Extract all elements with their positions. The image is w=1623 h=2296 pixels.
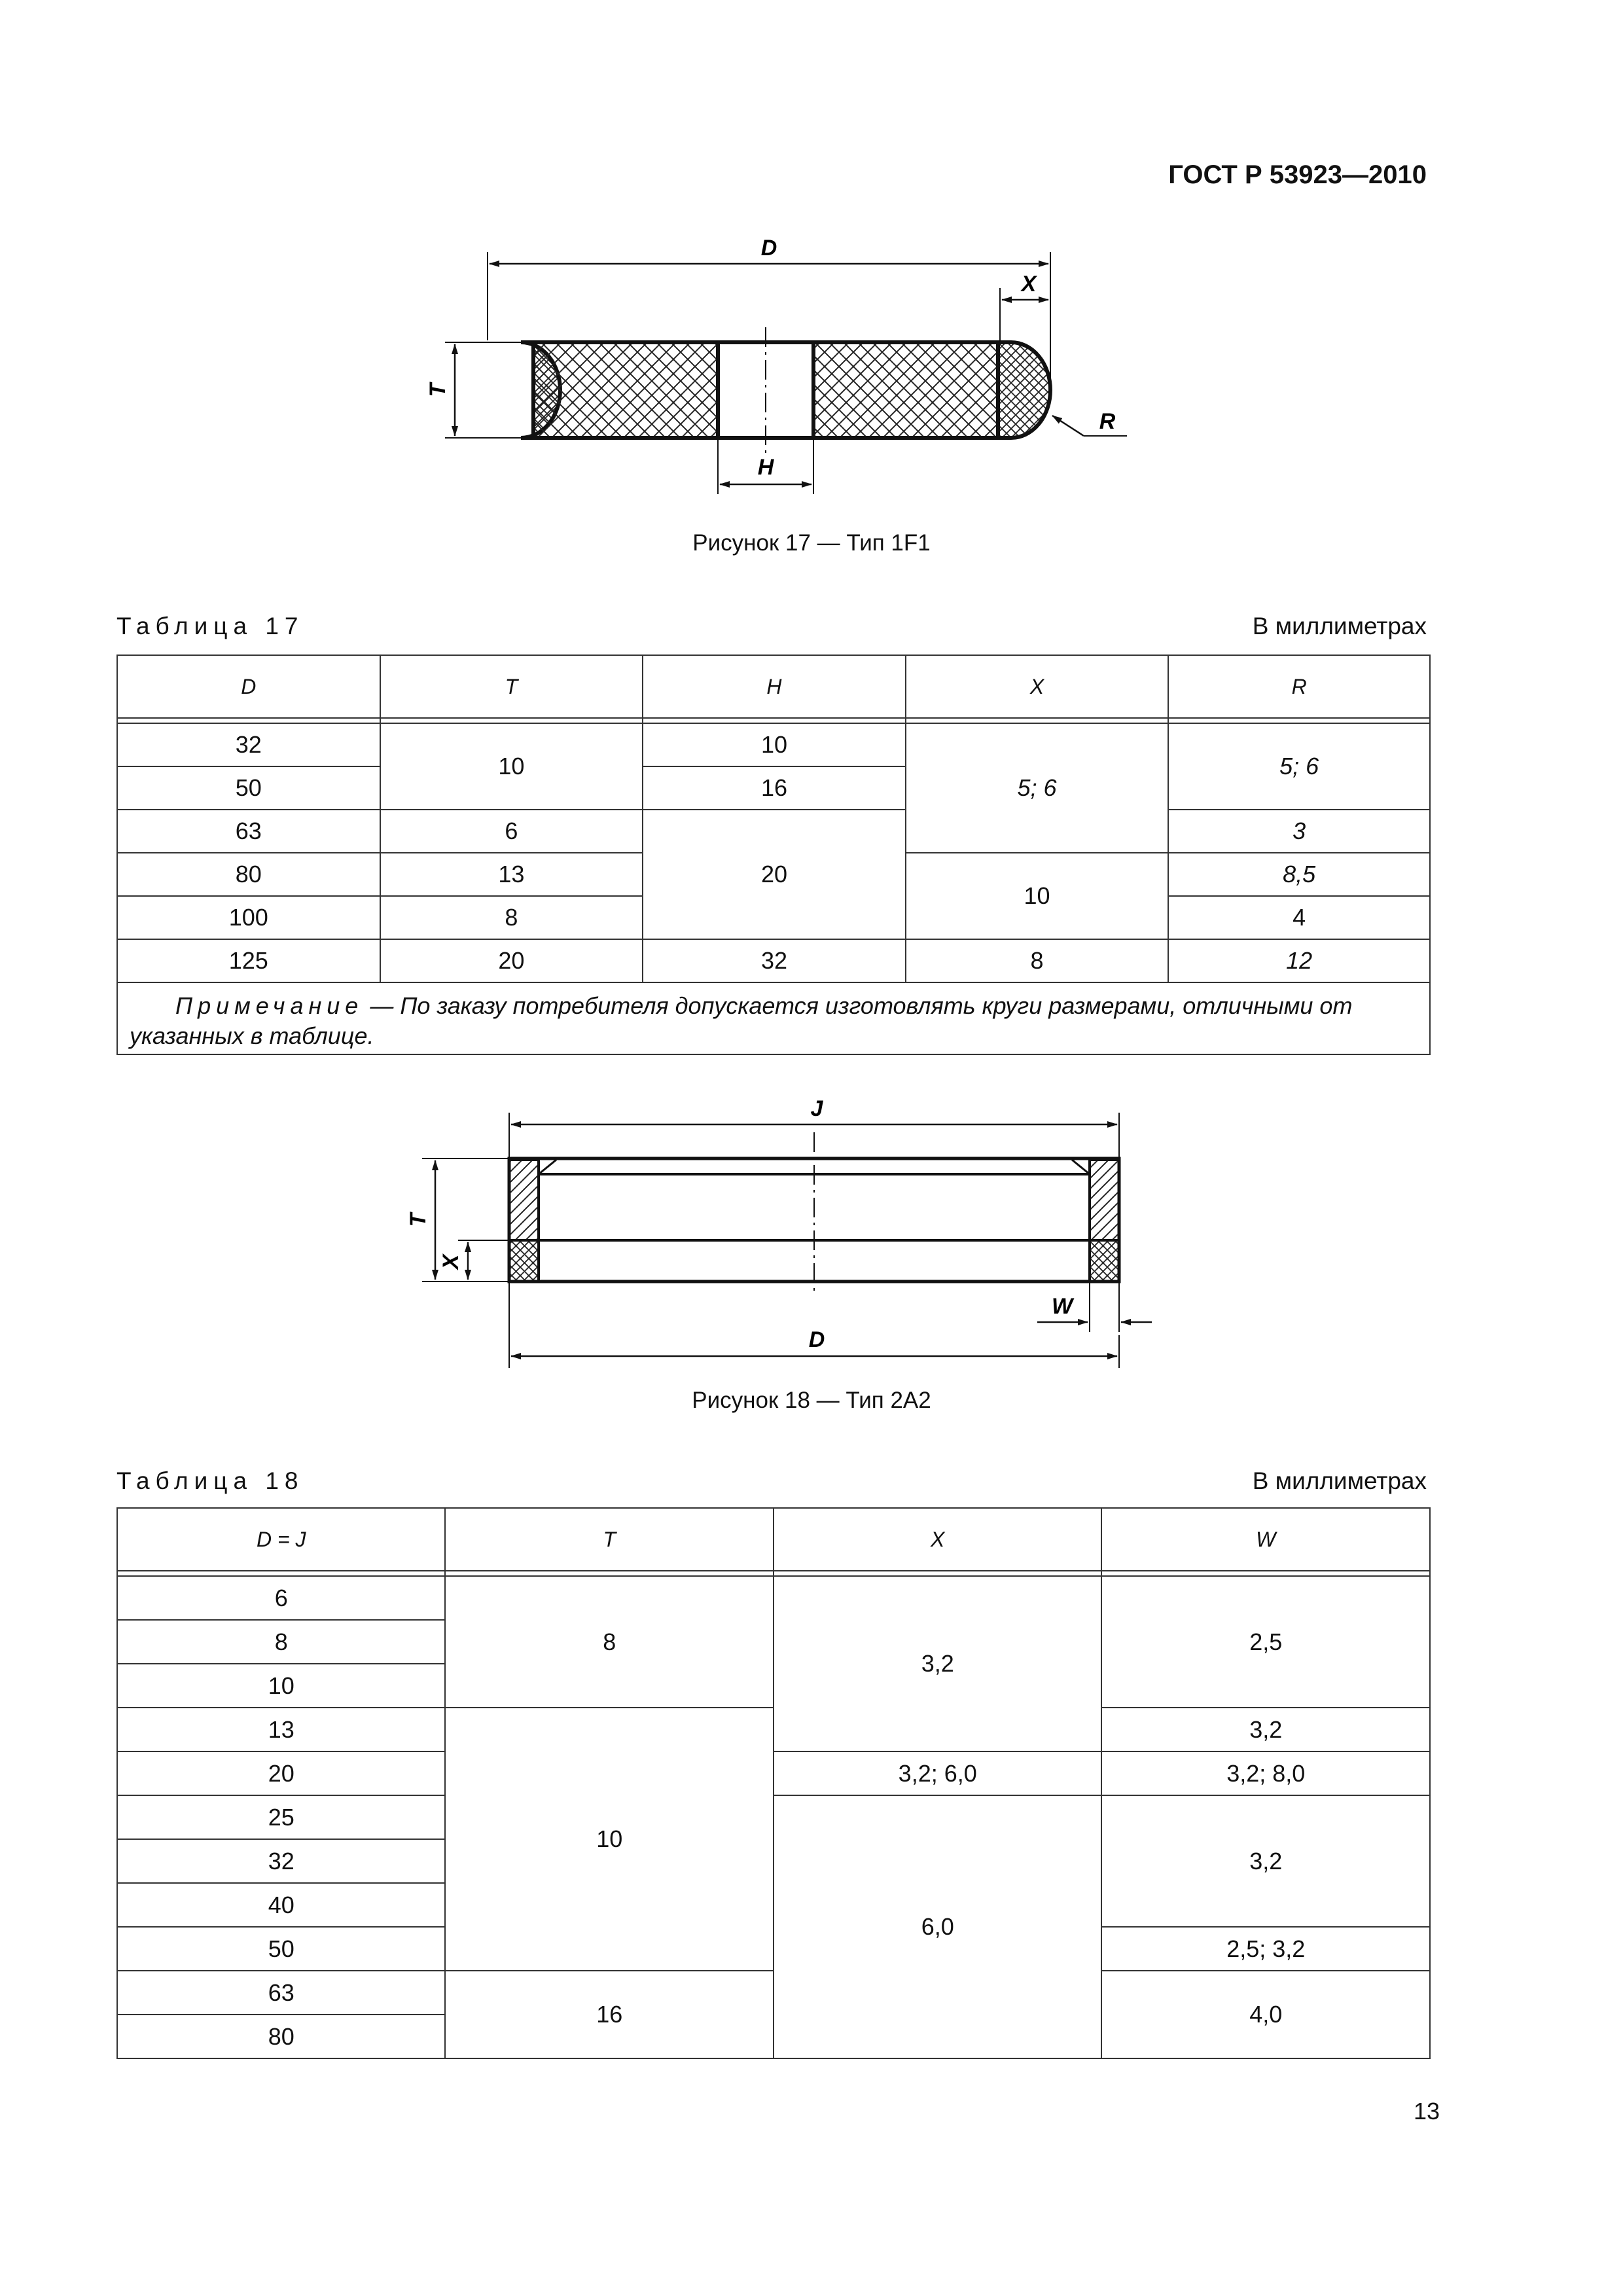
header-d: D	[117, 655, 380, 718]
table-17	[116, 655, 1431, 1055]
table-row: 32	[117, 1839, 1430, 1883]
header-h: H	[643, 655, 906, 718]
right-body-section	[813, 342, 998, 438]
header-r: R	[1168, 655, 1430, 718]
svg-text:D: D	[808, 1327, 825, 1352]
table-row: 63 16 4,0	[117, 1971, 1430, 2015]
note-text: — По заказу потребителя допускается изготовлять круги размерами, отличными от указанных в таблице.	[130, 992, 1353, 1049]
table-18	[116, 1507, 1431, 2059]
svg-text:R: R	[1099, 409, 1116, 434]
table-18-units: В миллиметрах	[1252, 1467, 1427, 1494]
svg-text:X: X	[1021, 272, 1037, 296]
table-row: 125 20 32 8 12	[117, 939, 1430, 982]
note-label: Примечание	[175, 992, 364, 1019]
svg-text:X: X	[438, 1254, 463, 1270]
table-header-row	[117, 1508, 1430, 1571]
figure-17-caption: Рисунок 17 — Тип 1F1	[692, 530, 931, 556]
table-row: 8	[117, 1620, 1430, 1664]
svg-text:H: H	[757, 455, 774, 480]
svg-text:J: J	[810, 1096, 823, 1121]
table-row: 25 6,0 3,2	[117, 1795, 1430, 1839]
header-d-j: D = J	[117, 1508, 445, 1571]
figure-17-drawing	[393, 223, 1178, 511]
svg-text:T: T	[406, 1213, 431, 1227]
header-t: T	[445, 1508, 773, 1571]
header-t: T	[380, 655, 643, 718]
bore	[718, 342, 813, 438]
table-row: 20 3,2; 6,0 3,2; 8,0	[117, 1751, 1430, 1795]
table-row: 6 8 3,2 2,5	[117, 1576, 1430, 1620]
svg-text:D: D	[760, 236, 777, 260]
table-row: 32 10 10 5; 6 5; 6	[117, 723, 1430, 766]
table-row: 40	[117, 1883, 1430, 1927]
table-row: 100 8 4	[117, 896, 1430, 939]
table-18-label: Таблица 18	[116, 1467, 304, 1494]
table-row: 13 10 3,2	[117, 1708, 1430, 1751]
right-rim-section	[998, 342, 1050, 438]
standard-designation: ГОСТ Р 53923—2010	[1168, 160, 1427, 189]
table-header-row	[117, 655, 1430, 718]
left-body-section	[533, 342, 718, 438]
table-row: 10	[117, 1664, 1430, 1708]
table-row: 80	[117, 2015, 1430, 2058]
svg-text:W: W	[1051, 1294, 1073, 1319]
table-row: 63 6 20 3	[117, 810, 1430, 853]
page-number: 13	[1413, 2098, 1440, 2125]
figure-18-drawing	[393, 1080, 1178, 1374]
figure-18-caption: Рисунок 18 — Тип 2А2	[692, 1388, 931, 1413]
table-17-label: Таблица 17	[116, 613, 304, 639]
table-row: 80 13 10 8,5	[117, 853, 1430, 896]
header-w: W	[1101, 1508, 1430, 1571]
table-note-row	[117, 982, 1430, 1054]
table-row: 50 2,5; 3,2	[117, 1927, 1430, 1971]
header-x: X	[774, 1508, 1102, 1571]
table-17-units: В миллиметрах	[1252, 613, 1427, 639]
svg-text:T: T	[425, 383, 450, 397]
table-row: 50 16	[117, 766, 1430, 810]
header-x: X	[906, 655, 1169, 718]
